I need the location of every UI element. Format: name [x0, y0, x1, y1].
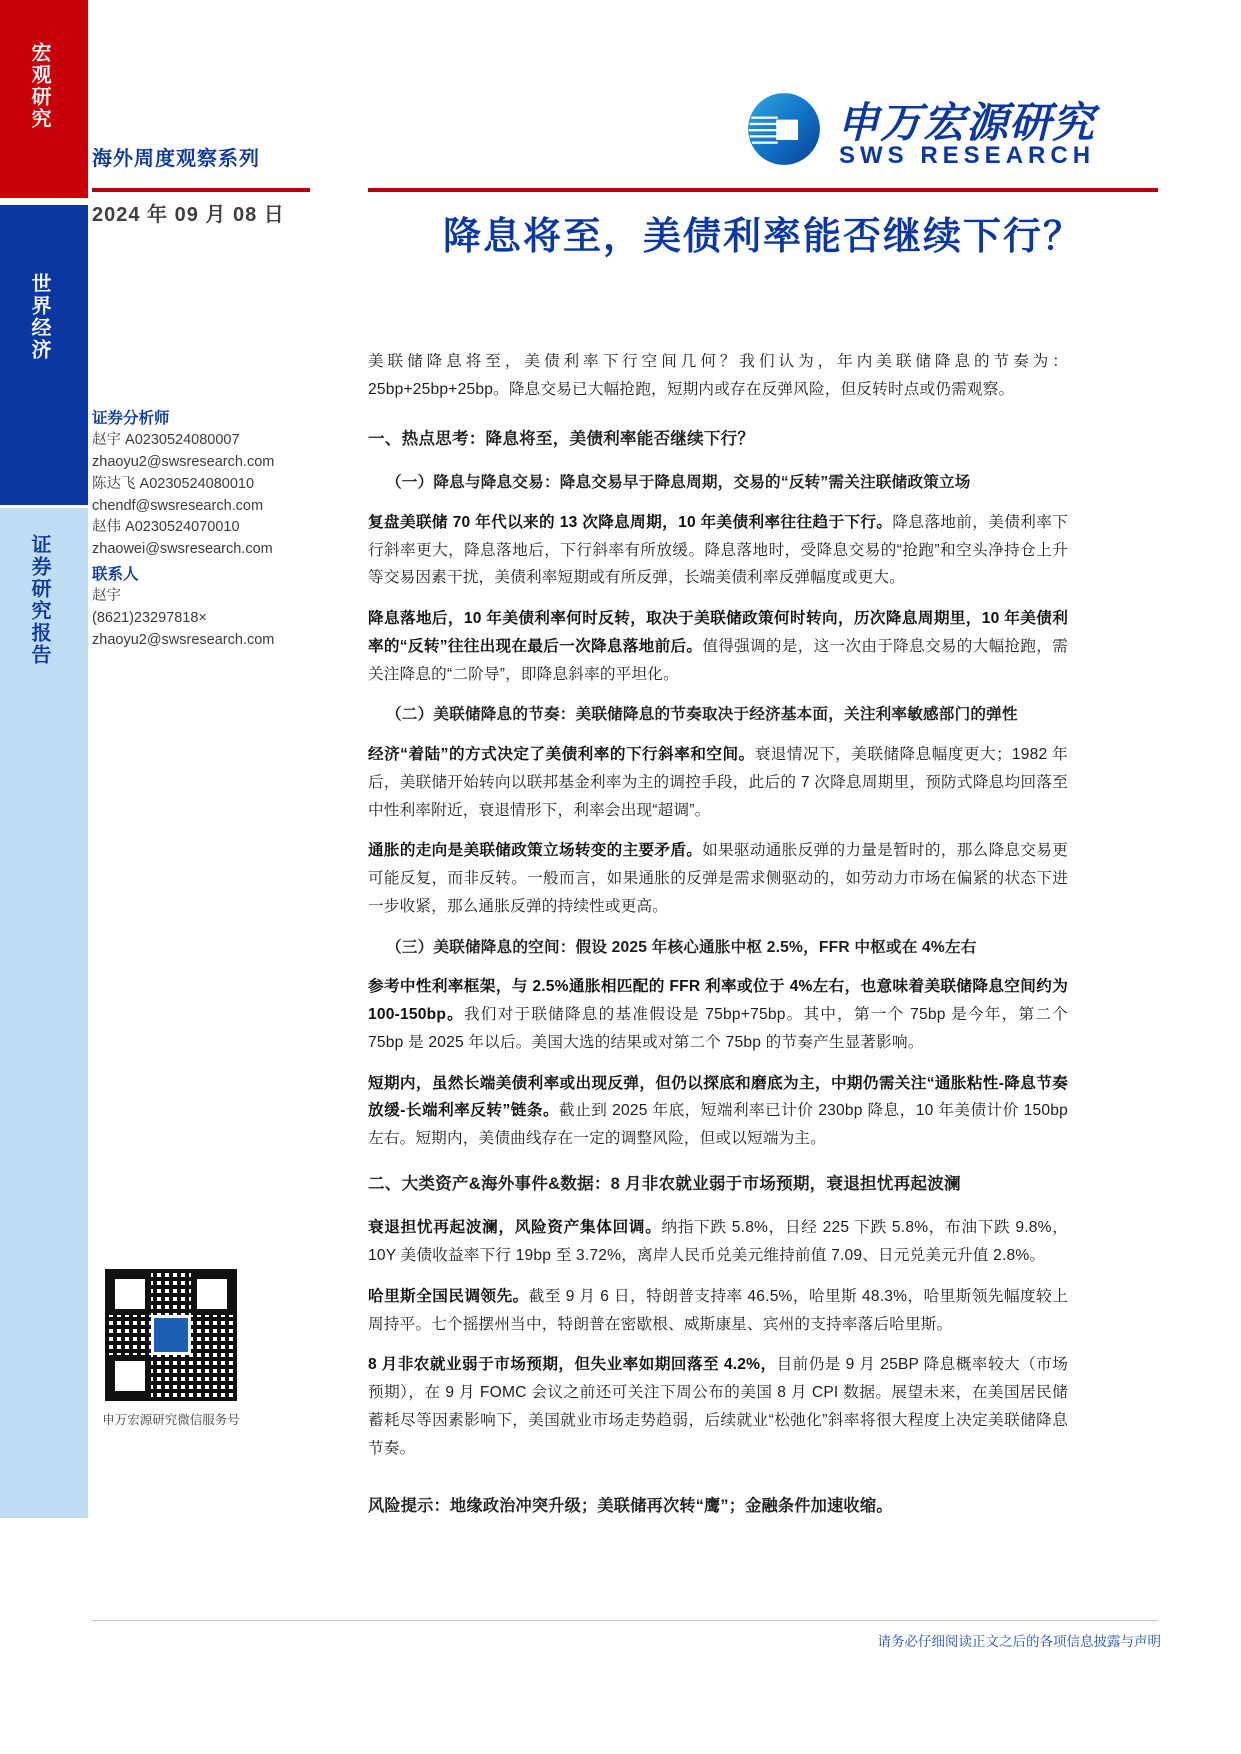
- rail-securities-report: [0, 508, 88, 1518]
- paragraph-3: [368, 741, 1068, 824]
- analyst-email: zhaowei@swsresearch.com: [92, 541, 273, 557]
- analyst-name-code: 赵宇 A0230524080007: [92, 432, 240, 449]
- paragraph-7: [368, 1214, 1068, 1270]
- brand-logo: [745, 88, 1096, 174]
- analyst-email: chendf@swsresearch.com: [92, 497, 264, 514]
- analyst-info: [92, 405, 328, 651]
- analyst-email: zhaoyu2@swsresearch.com: [92, 454, 275, 470]
- logo-chinese-name: 申万宏源研究: [837, 99, 1096, 146]
- paragraph-2-rest: 值得强调的是，这一次由于降息交易的大幅抢跑，需关注降息的“二阶导”，即降息斜率的平坦化。: [368, 637, 1068, 683]
- qr-finder-top-right: [191, 1273, 233, 1315]
- qr-finder-top-left: [109, 1273, 151, 1315]
- paragraph-5-rest: 我们对于联储降息的基准假设是 75bp+75bp。其中，第一个 75bp 是今年，第二个 75bp 是 2025 年以后。美国大选的结果或对第二个 75bp 的节奏产生显著影响。: [368, 1006, 1068, 1051]
- paragraph-8: [368, 1283, 1068, 1339]
- header-rule-left: [92, 188, 310, 192]
- risk-disclosure: 风险提示：地缘政治冲突升级；美联储再次转“鹰”；金融条件加速收缩。: [368, 1497, 893, 1516]
- subsection-1-1-heading: （一）降息与降息交易：降息交易早于降息周期，交易的“反转”需关注联储政策立场: [386, 474, 971, 492]
- paragraph-4-lead: 通胀的走向是美联储政策立场转变的主要矛盾。: [368, 842, 703, 860]
- subsection-1-2-heading: （二）美联储降息的节奏：美联储降息的节奏取决于经济基本面，关注利率敏感部门的弹性: [386, 706, 1018, 724]
- paragraph-6-lead: 短期内，虽然长端美债利率或出现反弹，但仍以探底和磨底为主，中期仍需关注“通胀粘性-降息节奏放缓-长端利率反转”链条。: [368, 1074, 1068, 1120]
- paragraph-8-rest: 截至 9 月 6 日，特朗普支持率 46.5%，哈里斯 48.3%，哈里斯领先幅度较上周持平。七个摇摆州当中，特朗普在密歇根、威斯康星、宾州的支持率落后哈里斯。: [368, 1287, 1068, 1333]
- paragraph-7-lead: 衰退担忧再起波澜，风险资产集体回调。: [368, 1219, 662, 1237]
- qr-finder-bottom-left: [109, 1355, 151, 1397]
- rail-macro-research-label: 宏观研究: [28, 42, 50, 130]
- paragraph-6-rest: 截止到 2025 年底，短端利率已计价 230bp 降息，10 年美债计价 150bp 左右。短期内，美债曲线存在一定的调整风险，但或以短端为主。: [368, 1102, 1069, 1148]
- qr-code-image: [104, 1268, 238, 1402]
- analyst-section-title: 证券分析师: [92, 410, 170, 427]
- paragraph-9: [368, 1351, 1068, 1462]
- analyst-name-code: 赵伟 A0230524070010: [92, 519, 240, 536]
- paragraph-4-rest: 如果驱动通胀反弹的力量是暂时的，那么降息交易更可能反复，而非反转。一般而言，如果通胀的反弹是需求侧驱动的，如劳动力市场在偏紧的状态下进一步收紧，那么通胀反弹的持续性或更高。: [368, 842, 1069, 915]
- footer-disclaimer: 请务必仔细阅读正文之后的各项信息披露与声明: [877, 1634, 1161, 1649]
- paragraph-2-lead: 降息落地后，10 年美债利率何时反转，取决于美联储政策何时转向，历次降息周期里，10 年美债利率的“反转”往往出现在最后一次降息落地前后。: [368, 610, 1068, 655]
- paragraph-9-rest: 目前仍是 9 月 25BP 降息概率较大（市场预期），在 9 月 FOMC 会议之前还可关注下周公布的美国 8 月 CPI 数据。展望未来，在美国居民储蓄耗尽等因素影响下，美国就业市场走势趋弱，后续就业“松弛化”斜率将很大程度上决定美联储降息节奏。: [368, 1356, 1069, 1457]
- header-rule-right: [368, 188, 1158, 192]
- rail-world-economy-label: 世界经济: [28, 273, 50, 361]
- contact-name: 赵宇: [92, 588, 121, 604]
- qr-center-logo: [151, 1315, 191, 1355]
- section-1-heading: 一、热点思考：降息将至，美债利率能否继续下行？: [368, 428, 755, 448]
- series-label: 海外周度观察系列: [92, 148, 260, 170]
- rail-macro-research: [0, 0, 88, 198]
- rail-securities-report-label: 证券研究报告: [28, 534, 50, 666]
- report-date: 2024 年 09 月 08 日: [92, 204, 285, 226]
- paragraph-9-lead: 8 月非农就业弱于市场预期，但失业率如期回落至 4.2%，: [368, 1356, 777, 1374]
- paragraph-8-lead: 哈里斯全国民调领先。: [368, 1287, 529, 1305]
- paragraph-5-lead: 参考中性利率框架，与 2.5%通胀相匹配的 FFR 利率或位于 4%左右，也意味着美联储降息空间约为 100-150bp。: [368, 978, 1068, 1024]
- paragraph-4: [368, 837, 1068, 920]
- paragraph-1: [368, 509, 1068, 592]
- rail-world-economy: [0, 205, 88, 505]
- footer-divider: [92, 1620, 1158, 1621]
- paragraph-5: [368, 973, 1068, 1056]
- contact-section-title: 联系人: [92, 565, 139, 583]
- subsection-1-3-heading: （三）美联储降息的空间：假设 2025 年核心通胀中枢 2.5%，FFR 中枢或在 4%左右: [386, 938, 977, 956]
- report-body: [368, 348, 1068, 1534]
- paragraph-1-rest: 降息落地前，美债利率下行斜率更大，降息落地后，下行斜率有所放缓。降息落地时，受降息交易的“抢跑”和空头净持仓上升等交易因素干扰，美债利率短期或有所反弹，长端美债利率反弹幅度或更大。: [368, 513, 1068, 587]
- sws-logo-icon: [745, 90, 823, 168]
- paragraph-1-lead: 复盘美联储 70 年代以来的 13 次降息周期，10 年美债利率往往趋于下行。: [368, 513, 893, 531]
- paragraph-7-rest: 纳指下跌 5.8%，日经 225 下跌 5.8%，布油下跌 9.8%，10Y 美债收益率下行 19bp 至 3.72%，离岸人民币兑美元维持前值 7.09、日元兑美元升值 2.8%。: [368, 1219, 1068, 1265]
- paragraph-2: [368, 605, 1068, 688]
- analyst-name-code: 陈达飞 A0230524080010: [92, 475, 255, 492]
- paragraph-3-rest: 衰退情况下，美联储降息幅度更大；1982 年后，美联储开始转向以联邦基金利率为主的调控手段，此后的 7 次降息周期里，预防式降息均回落至中性利率附近，衰退情形下，利率会出现“超调”。: [368, 746, 1068, 819]
- wechat-qr-code: [96, 1268, 246, 1428]
- contact-email: zhaoyu2@swsresearch.com: [92, 631, 275, 648]
- page-title: 降息将至，美债利率能否继续下行？: [442, 216, 1083, 258]
- section-2-heading: 二、大类资产&海外事件&数据：8 月非农就业弱于市场预期，衰退担忧再起波澜: [368, 1173, 961, 1193]
- paragraph-3-lead: 经济“着陆”的方式决定了美债利率的下行斜率和空间。: [368, 746, 755, 764]
- paragraph-6: [368, 1070, 1068, 1153]
- qr-caption: 申万宏源研究微信服务号: [102, 1413, 240, 1427]
- lead-paragraph: 美联储降息将至，美债利率下行空间几何？我们认为，年内美联储降息的节奏为：25bp+25bp+25bp。降息交易已大幅抢跑，短期内或存在反弹风险，但反转时点或仍需观察。: [368, 353, 1068, 398]
- logo-english-name: SWS RESEARCH: [839, 142, 1096, 169]
- contact-phone: (8621)23297818×: [92, 609, 207, 626]
